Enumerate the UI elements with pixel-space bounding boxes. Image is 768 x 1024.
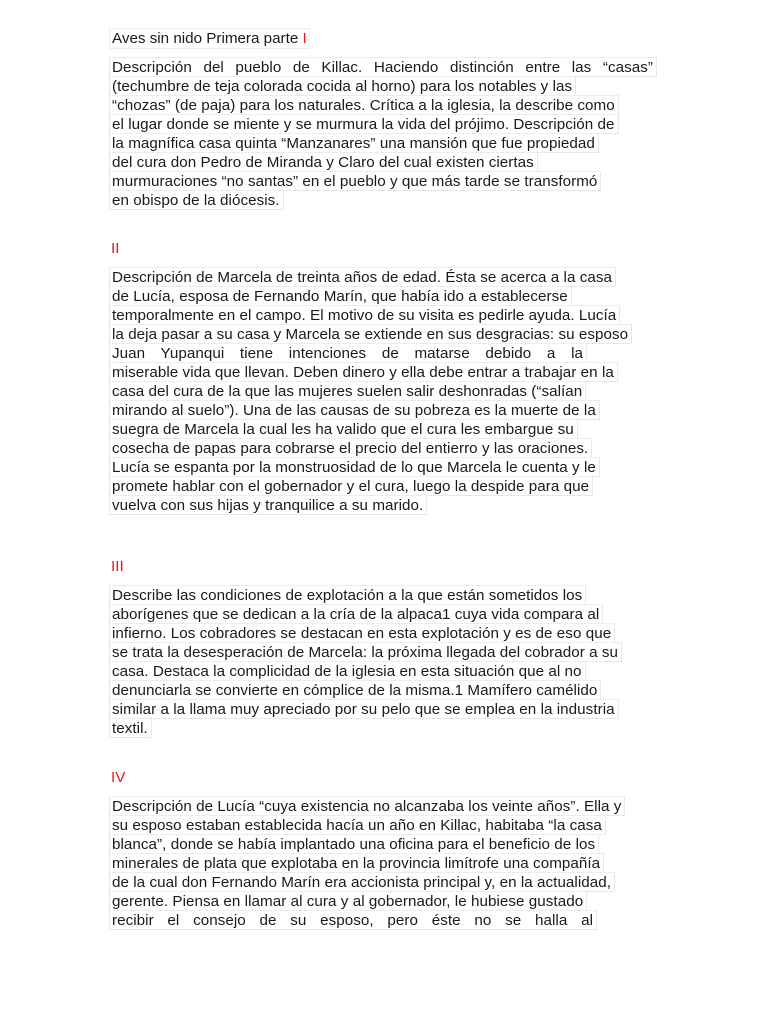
paragraph-line: en obispo de la diócesis.: [109, 190, 284, 210]
paragraph-line: el lugar donde se miente y se murmura la vida del prójimo. Descripción de: [109, 114, 619, 134]
title-numeral: I: [302, 30, 307, 47]
section-numeral: IV: [111, 769, 126, 786]
paragraph-line: de la cual don Fernando Marín era accionista principal y, en la actualidad,: [109, 872, 615, 892]
paragraph-line: casa. Destaca la complicidad de la iglesia en esta situación que al no: [109, 661, 586, 681]
section-3-heading: [109, 557, 657, 576]
title-text-box: [109, 28, 310, 49]
paragraph-line: murmuraciones “no santas” en el pueblo y que más tarde se transformó: [109, 171, 601, 191]
section-3-paragraph: [109, 586, 657, 738]
paragraph-line: de Lucía, esposa de Fernando Marín, que había ido a establecerse: [109, 286, 572, 306]
paragraph-line: “chozas” (de paja) para los naturales. Crítica a la iglesia, la describe como: [109, 95, 619, 115]
section-numeral: III: [111, 558, 124, 575]
paragraph-line: cosecha de papas para cobrarse el precio del entierro y las oraciones.: [109, 438, 592, 458]
paragraph-line: miserable vida que llevan. Deben dinero y ella debe entrar a trabajar en la: [109, 362, 618, 382]
paragraph-line: denunciarla se convierte en cómplice de la misma.1 Mamífero camélido: [109, 680, 601, 700]
section-4-paragraph: [109, 797, 657, 930]
paragraph-line: vuelva con sus hijas y tranquilice a su marido.: [109, 495, 427, 515]
section-2-heading: [109, 239, 657, 258]
paragraph-line: aborígenes que se dedican a la cría de la alpaca1 cuya vida compara al: [109, 604, 603, 624]
paragraph-line: la magnífica casa quinta “Manzanares” una mansión que fue propiedad: [109, 133, 599, 153]
paragraph-line: infierno. Los cobradores se destacan en esta explotación y es de eso que: [109, 623, 615, 643]
paragraph-line: promete hablar con el gobernador y el cura, luego la despide para que: [109, 476, 593, 496]
section-4-heading: [109, 768, 657, 787]
paragraph-line: Descripción de Lucía “cuya existencia no alcanzaba los veinte años”. Ella y: [109, 796, 625, 816]
paragraph-line: similar a la llama muy apreciado por su pelo que se emplea en la industria: [109, 699, 619, 719]
document-title: [109, 28, 657, 49]
paragraph-line: del cura don Pedro de Miranda y Claro del cual existen ciertas: [109, 152, 538, 172]
paragraph-line: Lucía se espanta por la monstruosidad de lo que Marcela le cuenta y le: [109, 457, 600, 477]
section-1-paragraph: [109, 58, 657, 210]
paragraph-line: Descripción de Marcela de treinta años de edad. Ésta se acerca a la casa: [109, 267, 616, 287]
paragraph-line: minerales de plata que explotaba en la provincia limítrofe una compañía: [109, 853, 604, 873]
section-numeral: II: [111, 240, 120, 257]
paragraph-line: blanca”, donde se había implantado una oficina para el beneficio de los: [109, 834, 599, 854]
paragraph-line: Descripción del pueblo de Killac. Haciendo distinción entre las “casas”: [109, 57, 657, 77]
paragraph-line: la deja pasar a su casa y Marcela se extiende en sus desgracias: su esposo: [109, 324, 632, 344]
paragraph-line: casa del cura de la que las mujeres suelen salir deshonradas (“salían: [109, 381, 586, 401]
paragraph-line: Juan Yupanqui tiene intenciones de matarse debido a la: [109, 343, 587, 363]
paragraph-line: su esposo estaban establecida hacía un año en Killac, habitaba “la casa: [109, 815, 606, 835]
paragraph-line: Describe las condiciones de explotación a la que están sometidos los: [109, 585, 586, 605]
paragraph-line: gerente. Piensa en llamar al cura y al gobernador, le hubiese gustado: [109, 891, 587, 911]
title-text: Aves sin nido Primera parte: [112, 30, 299, 47]
paragraph-line: recibir el consejo de su esposo, pero éste no se halla al: [109, 910, 597, 930]
section-2-paragraph: [109, 268, 657, 515]
paragraph-line: mirando al suelo”). Una de las causas de su pobreza es la muerte de la: [109, 400, 600, 420]
paragraph-line: suegra de Marcela la cual les ha valido que el cura les embargue su: [109, 419, 578, 439]
paragraph-line: temporalmente en el campo. El motivo de su visita es pedirle ayuda. Lucía: [109, 305, 620, 325]
paragraph-line: (techumbre de teja colorada cocida al horno) para los notables y las: [109, 76, 576, 96]
paragraph-line: textil.: [109, 718, 152, 738]
paragraph-line: se trata la desesperación de Marcela: la próxima llegada del cobrador a su: [109, 642, 622, 662]
